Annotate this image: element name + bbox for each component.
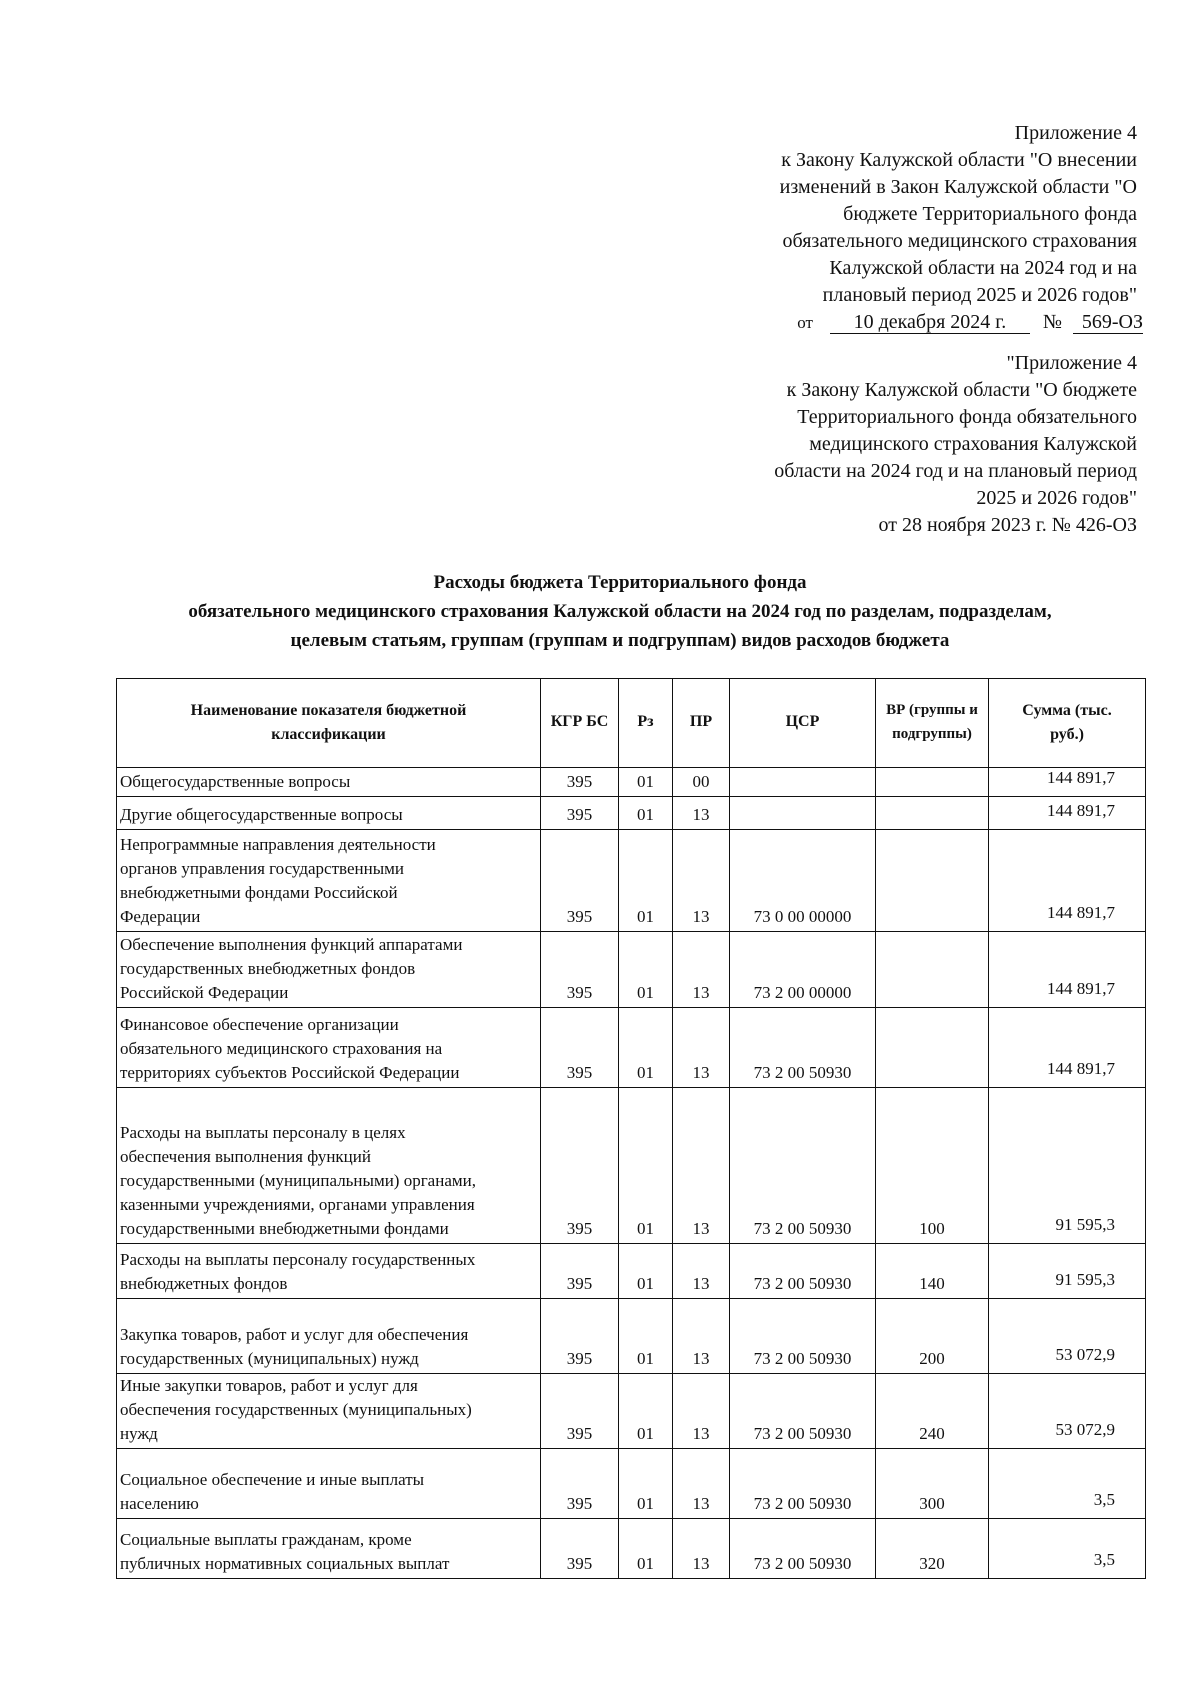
cell-vr bbox=[876, 830, 989, 932]
cell-vr bbox=[876, 1088, 989, 1244]
cell-sum-value: 3,5 bbox=[1093, 1490, 1115, 1509]
cell-kgr bbox=[541, 1519, 619, 1579]
cell-sum bbox=[989, 1008, 1146, 1088]
col-header-csr: ЦСР bbox=[730, 679, 876, 768]
cell-csr-value: 73 2 00 50930 bbox=[753, 1274, 852, 1293]
cell-kgr-value: 395 bbox=[566, 1494, 593, 1513]
law-line: к Закону Калужской области "О внесении bbox=[781, 149, 1137, 171]
table-row bbox=[117, 1008, 1146, 1088]
cell-csr-value: 73 2 00 00000 bbox=[753, 983, 852, 1002]
cell-sum bbox=[989, 1244, 1146, 1299]
cell-rz-value: 01 bbox=[637, 907, 654, 926]
cell-pr-value: 13 bbox=[692, 983, 710, 1002]
cell-sum bbox=[989, 768, 1146, 797]
cell-sum-value: 53 072,9 bbox=[1055, 1345, 1115, 1364]
cell-rz-value: 01 bbox=[637, 805, 654, 824]
cell-pr-value: 13 bbox=[692, 907, 710, 926]
law-date: 10 декабря 2024 г. bbox=[830, 311, 1030, 334]
table-row bbox=[117, 768, 1146, 797]
title-line: обязательного медицинского страхования Калужской области на 2024 год по разделам, подразделам, bbox=[188, 601, 1052, 622]
cell-csr bbox=[730, 768, 876, 797]
cell-pr-value: 13 bbox=[692, 1349, 710, 1368]
cell-vr bbox=[876, 1519, 989, 1579]
cell-rz bbox=[619, 1519, 673, 1579]
cell-kgr bbox=[541, 830, 619, 932]
from-label: от bbox=[797, 313, 813, 332]
cell-kgr bbox=[541, 768, 619, 797]
cell-vr bbox=[876, 1008, 989, 1088]
cell-sum-value: 144 891,7 bbox=[1047, 979, 1115, 998]
cell-rz bbox=[619, 1244, 673, 1299]
cell-vr bbox=[876, 768, 989, 797]
col-header-kgr: КГР БС bbox=[541, 679, 619, 768]
cell-pr-value: 13 bbox=[692, 805, 710, 824]
cell-pr bbox=[673, 1299, 730, 1374]
cell-sum-value: 144 891,7 bbox=[1047, 801, 1115, 820]
col-header-vr: ВР (группы и подгруппы) bbox=[876, 679, 989, 768]
table-row bbox=[117, 1088, 1146, 1244]
cell-rz-value: 01 bbox=[637, 1554, 654, 1573]
law-line: бюджете Территориального фонда bbox=[843, 203, 1137, 225]
col-header-pr: ПР bbox=[673, 679, 730, 768]
cell-sum-value: 53 072,9 bbox=[1055, 1420, 1115, 1439]
cell-pr bbox=[673, 932, 730, 1008]
cell-name: Социальные выплаты гражданам, кроме публичных нормативных социальных выплат bbox=[117, 1519, 541, 1579]
cell-vr bbox=[876, 1449, 989, 1519]
cell-csr bbox=[730, 1088, 876, 1244]
cell-kgr bbox=[541, 1244, 619, 1299]
cell-pr bbox=[673, 1088, 730, 1244]
title-line: целевым статьям, группам (группам и подгруппам) видов расходов бюджета bbox=[290, 630, 950, 651]
col-header-sum: Сумма (тыс. руб.) bbox=[989, 679, 1146, 768]
cell-rz-value: 01 bbox=[637, 983, 654, 1002]
cell-csr-value: 73 2 00 50930 bbox=[753, 1349, 852, 1368]
cell-pr bbox=[673, 768, 730, 797]
cell-sum bbox=[989, 1519, 1146, 1579]
law-line: от 28 ноября 2023 г. № 426-ОЗ bbox=[878, 514, 1137, 536]
cell-pr-value: 13 bbox=[692, 1274, 710, 1293]
cell-kgr-value: 395 bbox=[566, 1274, 593, 1293]
appendix-label: "Приложение 4 bbox=[1006, 352, 1137, 374]
cell-vr-value: 140 bbox=[919, 1274, 945, 1293]
number-label: № bbox=[1042, 311, 1062, 333]
table-row bbox=[117, 1299, 1146, 1374]
document-title bbox=[100, 568, 1140, 655]
cell-rz bbox=[619, 1088, 673, 1244]
law-line: области на 2024 год и на плановый период bbox=[774, 460, 1137, 482]
cell-name: Иные закупки товаров, работ и услуг для обеспечения государственных (муниципальных) нужд bbox=[117, 1374, 541, 1449]
table-row bbox=[117, 1374, 1146, 1449]
cell-kgr bbox=[541, 797, 619, 830]
cell-rz bbox=[619, 1299, 673, 1374]
cell-rz bbox=[619, 1374, 673, 1449]
cell-vr-value: 320 bbox=[919, 1554, 945, 1573]
cell-rz-value: 01 bbox=[637, 1424, 654, 1443]
cell-rz-value: 01 bbox=[637, 1063, 654, 1082]
amendment-reference bbox=[779, 120, 1143, 336]
cell-sum bbox=[989, 797, 1146, 830]
cell-csr-value: 73 2 00 50930 bbox=[753, 1219, 852, 1238]
cell-vr bbox=[876, 797, 989, 830]
cell-kgr-value: 395 bbox=[566, 1349, 593, 1368]
cell-sum-value: 91 595,3 bbox=[1055, 1215, 1115, 1234]
cell-csr bbox=[730, 797, 876, 830]
cell-name: Расходы на выплаты персоналу в целях обеспечения выполнения функций государственными (муниципальными) органами, казенными учреждениями, органами управления государственными внебюджетными фондами bbox=[117, 1088, 541, 1244]
cell-sum bbox=[989, 932, 1146, 1008]
cell-kgr bbox=[541, 1374, 619, 1449]
cell-sum bbox=[989, 1374, 1146, 1449]
cell-rz bbox=[619, 768, 673, 797]
cell-vr-value: 100 bbox=[919, 1219, 945, 1238]
law-line: Территориального фонда обязательного bbox=[797, 406, 1137, 428]
cell-kgr bbox=[541, 1299, 619, 1374]
cell-sum bbox=[989, 1299, 1146, 1374]
cell-csr-value: 73 0 00 00000 bbox=[753, 907, 852, 926]
table-row bbox=[117, 830, 1146, 932]
appendix-label: Приложение 4 bbox=[1014, 122, 1137, 144]
cell-pr-value: 13 bbox=[692, 1219, 710, 1238]
col-header-name: Наименование показателя бюджетной классификации bbox=[117, 679, 541, 768]
cell-kgr-value: 395 bbox=[566, 907, 593, 926]
cell-rz bbox=[619, 1449, 673, 1519]
cell-rz-value: 01 bbox=[637, 1349, 654, 1368]
law-line: плановый период 2025 и 2026 годов" bbox=[822, 284, 1137, 306]
cell-csr bbox=[730, 830, 876, 932]
cell-csr bbox=[730, 1449, 876, 1519]
cell-csr-value: 73 2 00 50930 bbox=[753, 1494, 852, 1513]
cell-sum bbox=[989, 830, 1146, 932]
cell-name: Обеспечение выполнения функций аппаратами государственных внебюджетных фондов Российской Федерации bbox=[117, 932, 541, 1008]
cell-vr bbox=[876, 932, 989, 1008]
expenses-table bbox=[116, 678, 1146, 1579]
cell-sum-value: 3,5 bbox=[1093, 1550, 1115, 1569]
cell-kgr-value: 395 bbox=[566, 805, 593, 824]
cell-csr-value: 73 2 00 50930 bbox=[753, 1424, 852, 1443]
cell-csr bbox=[730, 1519, 876, 1579]
cell-kgr-value: 395 bbox=[566, 983, 593, 1002]
cell-name: Расходы на выплаты персоналу государственных внебюджетных фондов bbox=[117, 1244, 541, 1299]
cell-pr bbox=[673, 830, 730, 932]
table-header-row bbox=[117, 679, 1146, 768]
law-line: медицинского страхования Калужской bbox=[809, 433, 1137, 455]
law-line: изменений в Закон Калужской области "О bbox=[779, 176, 1137, 198]
cell-pr bbox=[673, 1244, 730, 1299]
cell-sum bbox=[989, 1088, 1146, 1244]
cell-rz-value: 01 bbox=[637, 1274, 654, 1293]
cell-kgr-value: 395 bbox=[566, 1554, 593, 1573]
title-line: Расходы бюджета Территориального фонда bbox=[433, 572, 807, 593]
cell-name: Общегосударственные вопросы bbox=[117, 768, 541, 797]
cell-rz-value: 01 bbox=[637, 1494, 654, 1513]
cell-name: Социальное обеспечение и иные выплаты населению bbox=[117, 1449, 541, 1519]
cell-rz bbox=[619, 1008, 673, 1088]
table-row bbox=[117, 1449, 1146, 1519]
law-number: 569-ОЗ bbox=[1073, 311, 1143, 334]
law-line: 2025 и 2026 годов" bbox=[976, 487, 1137, 509]
law-line: Калужской области на 2024 год и на bbox=[829, 257, 1137, 279]
cell-pr bbox=[673, 797, 730, 830]
cell-pr-value: 13 bbox=[692, 1494, 710, 1513]
cell-csr bbox=[730, 1299, 876, 1374]
cell-vr bbox=[876, 1374, 989, 1449]
cell-pr-value: 00 bbox=[692, 772, 710, 791]
cell-pr bbox=[673, 1008, 730, 1088]
cell-rz-value: 01 bbox=[637, 772, 654, 791]
table-row bbox=[117, 1519, 1146, 1579]
cell-kgr bbox=[541, 1008, 619, 1088]
cell-sum-value: 91 595,3 bbox=[1055, 1270, 1115, 1289]
cell-pr bbox=[673, 1374, 730, 1449]
cell-name: Другие общегосударственные вопросы bbox=[117, 797, 541, 830]
cell-name: Непрограммные направления деятельности органов управления государственными внебюджетными фондами Российской Федерации bbox=[117, 830, 541, 932]
law-date-line bbox=[780, 309, 1143, 336]
cell-sum-value: 144 891,7 bbox=[1047, 768, 1115, 787]
table-row bbox=[117, 797, 1146, 830]
law-line: к Закону Калужской области "О бюджете bbox=[786, 379, 1137, 401]
cell-csr-value: 73 2 00 50930 bbox=[753, 1554, 852, 1573]
cell-pr bbox=[673, 1449, 730, 1519]
cell-name: Финансовое обеспечение организации обязательного медицинского страхования на территориях субъектов Российской Федерации bbox=[117, 1008, 541, 1088]
cell-vr bbox=[876, 1299, 989, 1374]
cell-vr-value: 200 bbox=[919, 1349, 945, 1368]
cell-csr-value: 73 2 00 50930 bbox=[753, 1063, 852, 1082]
original-reference bbox=[774, 350, 1137, 539]
cell-sum-value: 144 891,7 bbox=[1047, 903, 1115, 922]
cell-vr bbox=[876, 1244, 989, 1299]
cell-kgr-value: 395 bbox=[566, 772, 593, 791]
cell-kgr bbox=[541, 1449, 619, 1519]
cell-pr-value: 13 bbox=[692, 1554, 710, 1573]
cell-rz bbox=[619, 932, 673, 1008]
col-header-rz: Рз bbox=[619, 679, 673, 768]
cell-kgr bbox=[541, 1088, 619, 1244]
cell-kgr-value: 395 bbox=[566, 1424, 593, 1443]
cell-csr bbox=[730, 932, 876, 1008]
cell-rz bbox=[619, 797, 673, 830]
cell-sum bbox=[989, 1449, 1146, 1519]
cell-pr bbox=[673, 1519, 730, 1579]
cell-vr-value: 240 bbox=[919, 1424, 945, 1443]
cell-kgr-value: 395 bbox=[566, 1063, 593, 1082]
law-line: обязательного медицинского страхования bbox=[782, 230, 1137, 252]
cell-pr-value: 13 bbox=[692, 1424, 710, 1443]
cell-name: Закупка товаров, работ и услуг для обеспечения государственных (муниципальных) нужд bbox=[117, 1299, 541, 1374]
cell-csr bbox=[730, 1374, 876, 1449]
cell-csr bbox=[730, 1244, 876, 1299]
cell-rz bbox=[619, 830, 673, 932]
cell-kgr-value: 395 bbox=[566, 1219, 593, 1238]
table-row bbox=[117, 1244, 1146, 1299]
table-row bbox=[117, 932, 1146, 1008]
cell-csr bbox=[730, 1008, 876, 1088]
cell-rz-value: 01 bbox=[637, 1219, 654, 1238]
cell-sum-value: 144 891,7 bbox=[1047, 1059, 1115, 1078]
cell-vr-value: 300 bbox=[919, 1494, 945, 1513]
cell-kgr bbox=[541, 932, 619, 1008]
cell-pr-value: 13 bbox=[692, 1063, 710, 1082]
